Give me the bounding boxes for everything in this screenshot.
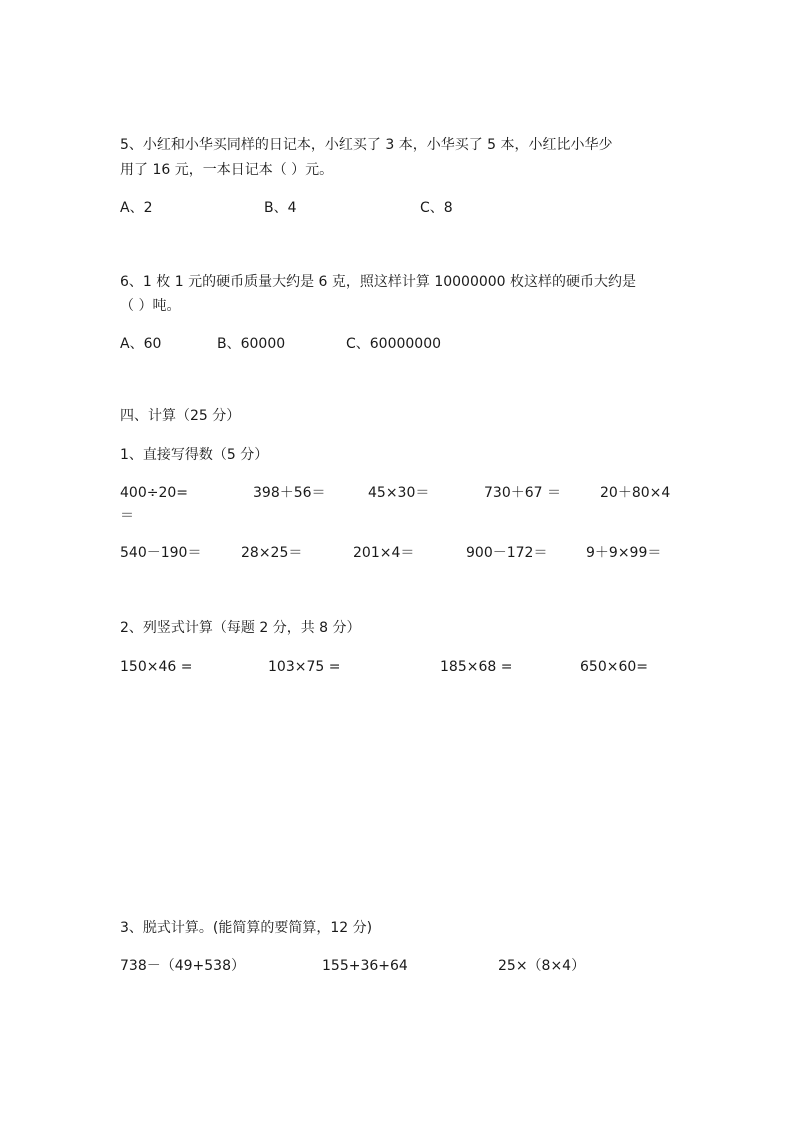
mental-calc-7: 28×25＝ xyxy=(241,545,303,561)
q5-text-line2: 用了 16 元，一本日记本（ ）元。 xyxy=(120,162,334,178)
part2-title: 2、列竖式计算（每题 2 分，共 8 分） xyxy=(120,620,361,636)
q6-option-a: A、60 xyxy=(120,336,162,352)
mental-calc-9: 900－172＝ xyxy=(466,545,548,561)
section4-title: 四、计算（25 分） xyxy=(120,408,241,424)
step-calc-3: 25×（8×4） xyxy=(498,958,586,974)
mental-calc-10: 9＋9×99＝ xyxy=(586,545,662,561)
mental-calc-8: 201×4＝ xyxy=(353,545,415,561)
vertical-calc-3: 185×68 = xyxy=(440,659,513,675)
part3-title: 3、脱式计算。(能简算的要简算，12 分) xyxy=(120,920,373,936)
mental-calc-6: 540－190＝ xyxy=(120,545,202,561)
mental-calc-5-wrap: ＝ xyxy=(120,508,134,524)
mental-calc-4: 730＋67 ＝ xyxy=(484,485,561,501)
q5-option-a: A、2 xyxy=(120,200,153,216)
q5-text-line1: 5、小红和小华买同样的日记本，小红买了 3 本，小华买了 5 本，小红比小华少 xyxy=(120,137,613,153)
step-calc-1: 738－（49+538） xyxy=(120,958,245,974)
q6-text-line1: 6、1 枚 1 元的硬币质量大约是 6 克，照这样计算 10000000 枚这样的硬币大约是 xyxy=(120,274,637,290)
q6-text-line2: （ ）吨。 xyxy=(120,298,181,314)
mental-calc-5: 20＋80×4 xyxy=(600,485,671,501)
vertical-calc-1: 150×46 = xyxy=(120,659,193,675)
q5-option-c: C、8 xyxy=(420,200,453,216)
part1-title: 1、直接写得数（5 分） xyxy=(120,447,269,463)
q6-option-c: C、60000000 xyxy=(346,336,442,352)
mental-calc-3: 45×30＝ xyxy=(368,485,430,501)
mental-calc-1: 400÷20= xyxy=(120,485,188,501)
vertical-calc-4: 650×60= xyxy=(580,659,648,675)
vertical-calc-2: 103×75 = xyxy=(268,659,341,675)
q6-option-b: B、60000 xyxy=(217,336,286,352)
q5-option-b: B、4 xyxy=(264,200,297,216)
mental-calc-2: 398＋56＝ xyxy=(253,485,326,501)
step-calc-2: 155+36+64 xyxy=(322,958,408,974)
